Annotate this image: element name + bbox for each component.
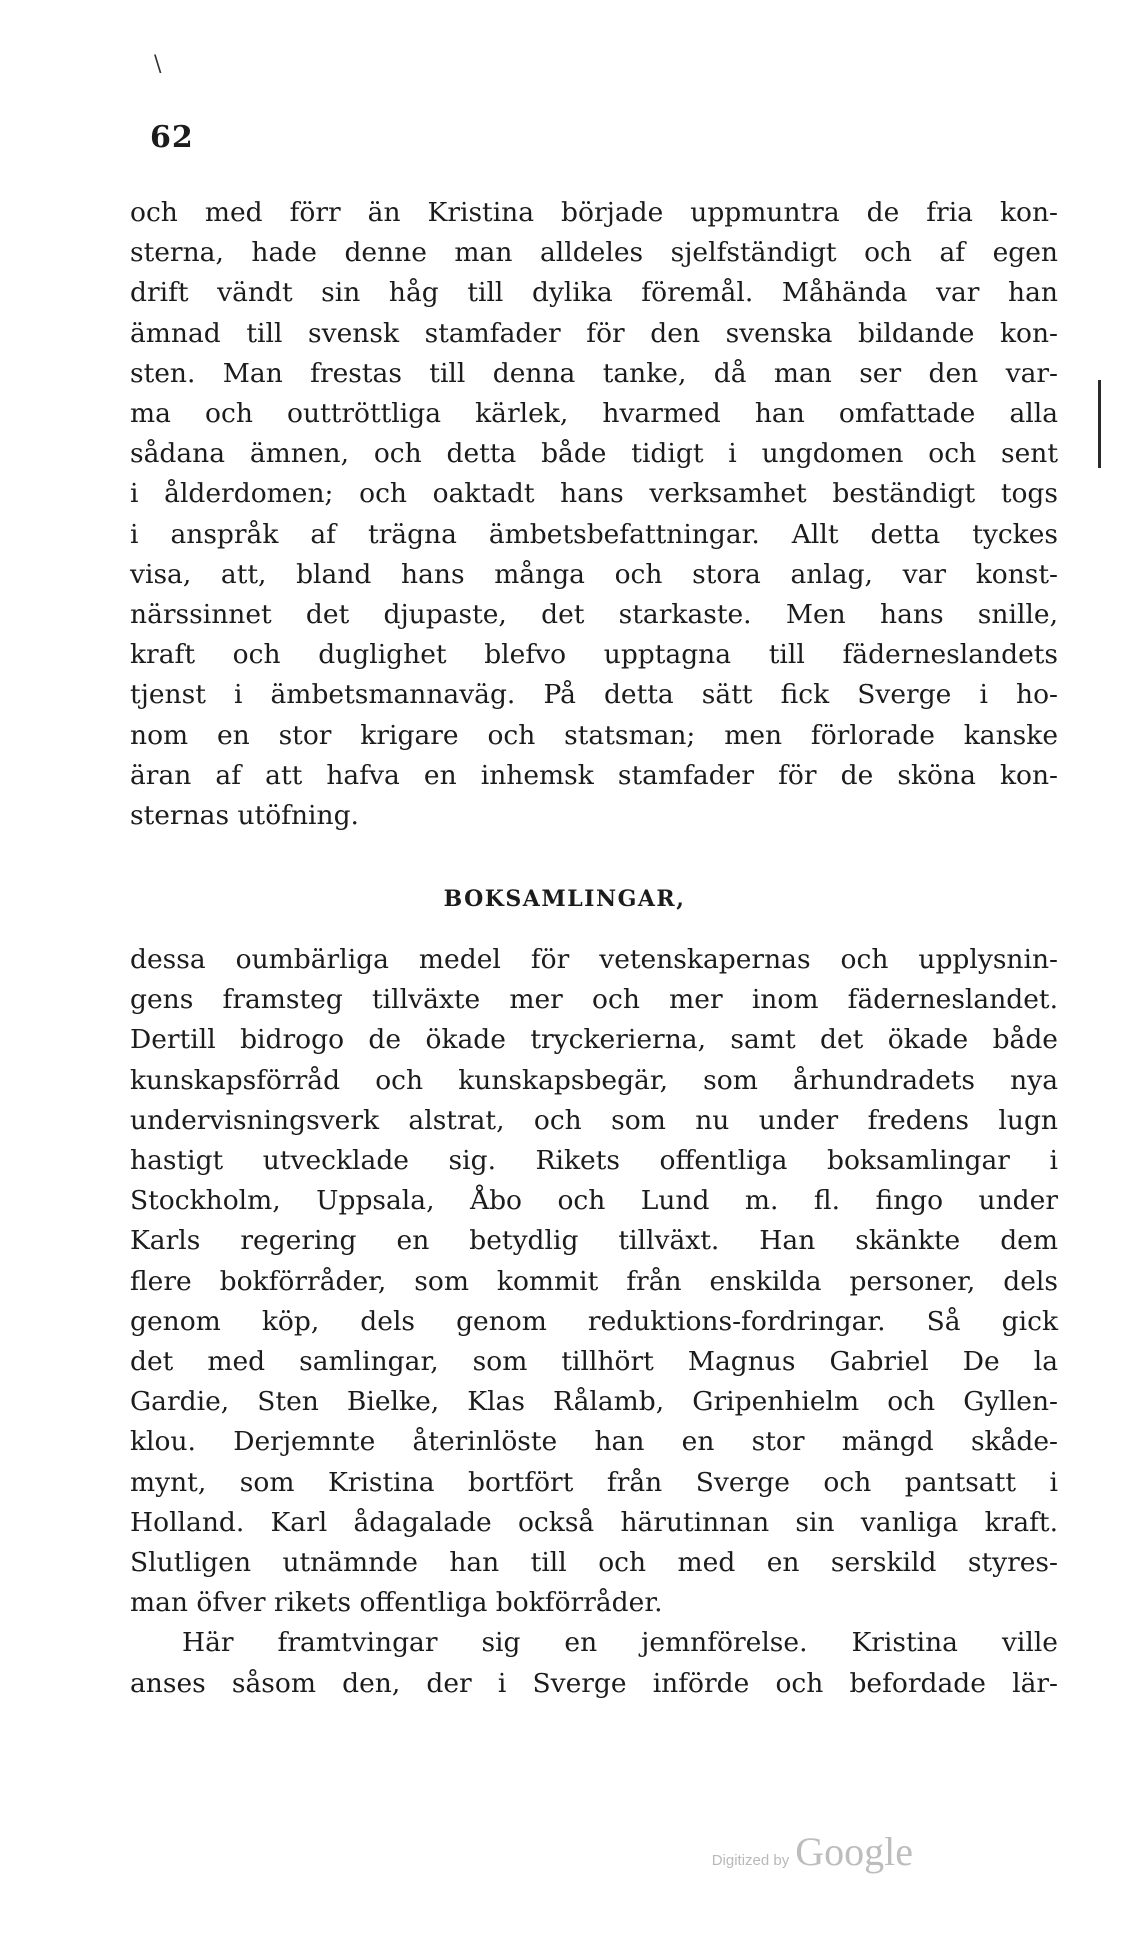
text-line: kraft och duglighet blefvo upptagna till fäderneslandets (130, 639, 1058, 671)
text-line: man öfver rikets offentliga bokförråder. (130, 1587, 663, 1619)
text-line: hastigt utvecklade sig. Rikets offentliga boksamlingar i (130, 1145, 1058, 1177)
text-line: Karls regering en betydlig tillväxt. Han skänkte dem (130, 1225, 1058, 1257)
paragraph-continuation (130, 193, 1058, 836)
text-line: sten. Man frestas till denna tanke, då man ser den var- (130, 357, 1058, 389)
text-line: Dertill bidrogo de ökade tryckerierna, samt det ökade både (130, 1024, 1058, 1056)
text-line: ma och outtröttliga kärlek, hvarmed han omfattade alla (130, 398, 1058, 430)
text-line: drift vändt sin håg till dylika föremål. Måhända var han (130, 277, 1058, 309)
text-line: Stockholm, Uppsala, Åbo och Lund m. fl. fingo under (130, 1185, 1058, 1217)
text-line: klou. Derjemnte återinlöste han en stor mängd skåde- (130, 1426, 1058, 1458)
text-line: närssinnet det djupaste, det starkaste. Men hans snille, (130, 599, 1058, 631)
text-line: nom en stor krigare och statsman; men förlorade kanske (130, 719, 1058, 751)
text-line: tjenst i ämbetsmannaväg. På detta sätt fick Sverge i ho- (130, 679, 1058, 711)
text-line: sterna, hade denne man alldeles sjelfständigt och af egen (130, 237, 1058, 269)
text-line: äran af att hafva en inhemsk stamfader för de sköna kon- (130, 759, 1058, 791)
margin-bar (1098, 380, 1101, 468)
text-line: undervisningsverk alstrat, och som nu under fredens lugn (130, 1104, 1058, 1136)
text-line: visa, att, bland hans många och stora anlag, var konst- (130, 558, 1058, 590)
digitized-watermark (712, 1828, 913, 1875)
text-line: sternas utöfning. (130, 800, 359, 832)
text-line: genom köp, dels genom reduktions-fordringar. Så gick (130, 1305, 1058, 1337)
text-line: i ålderdomen; och oaktadt hans verksamhet beständigt togs (130, 478, 1058, 510)
text-line: dessa oumbärliga medel för vetenskapernas och upplysnin- (130, 944, 1058, 975)
page-number: 62 (150, 120, 194, 155)
text-line: flere bokförråder, som kommit från enskilda personer, dels (130, 1265, 1058, 1297)
watermark-prefix: Digitized by (711, 1852, 790, 1869)
google-logo: Google (795, 1829, 913, 1874)
paragraph-boksamlingar (130, 940, 1058, 1704)
text-line: kunskapsförråd och kunskapsbegär, som århundradets nya (130, 1064, 1058, 1096)
text-line: sådana ämnen, och detta både tidigt i ungdomen och sent (130, 438, 1058, 470)
text-line: Holland. Karl ådagalade också härutinnan sin vanliga kraft. (130, 1506, 1058, 1538)
text-line: ämnad till svensk stamfader för den svenska bildande kon- (130, 317, 1058, 349)
text-line: det med samlingar, som tillhört Magnus Gabriel De la (130, 1346, 1058, 1378)
text-line: Gardie, Sten Bielke, Klas Rålamb, Gripenhielm och Gyllen- (130, 1386, 1058, 1418)
text-line: anses såsom den, der i Sverge införde och befordade lär- (130, 1667, 1058, 1699)
stray-print-mark: \ (154, 52, 162, 77)
text-line: i anspråk af trägna ämbetsbefattningar. Allt detta tyckes (130, 518, 1058, 550)
section-heading: BOKSAMLINGAR, (443, 886, 686, 912)
text-line: och med förr än Kristina började uppmuntra de fria kon- (130, 197, 1058, 228)
text-line: Här framtvingar sig en jemnförelse. Kristina ville (182, 1627, 1058, 1659)
text-line: gens framsteg tillväxte mer och mer inom fäderneslandet. (130, 984, 1058, 1016)
text-line: Slutligen utnämnde han till och med en serskild styres- (130, 1547, 1058, 1579)
text-line: mynt, som Kristina bortfört från Sverge och pantsatt i (130, 1466, 1058, 1498)
